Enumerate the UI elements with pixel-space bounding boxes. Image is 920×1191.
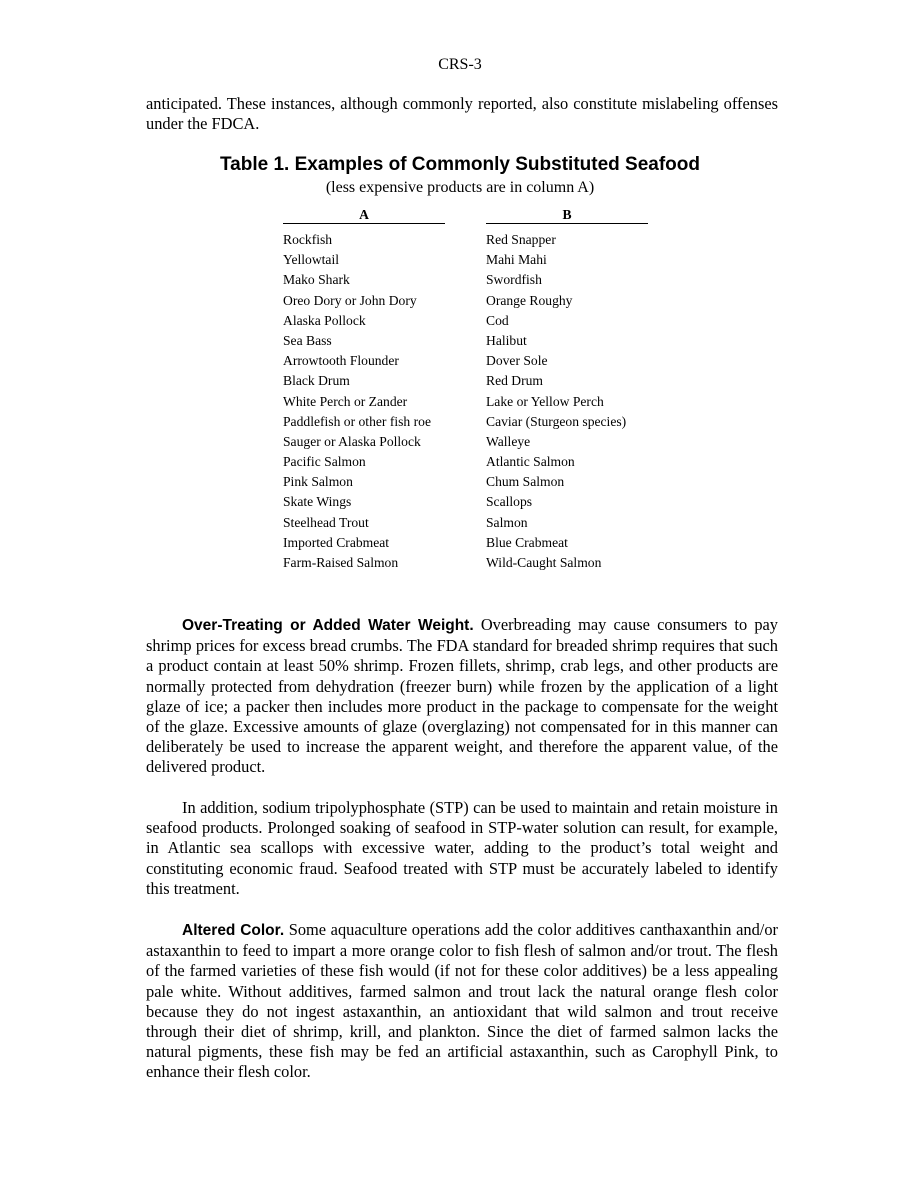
column-a-item: Farm-Raised Salmon <box>283 555 399 570</box>
table-title: Table 1. Examples of Commonly Substituted Seafood <box>219 154 700 175</box>
column-a-list <box>283 230 445 573</box>
column-b-item: Orange Roughy <box>486 292 573 308</box>
column-b-list <box>486 230 648 573</box>
column-b-header: B <box>486 206 648 224</box>
column-b-item: Salmon <box>486 514 528 530</box>
column-a-item: Skate Wings <box>283 494 352 510</box>
column-a-item: White Perch or Zander <box>283 393 408 409</box>
column-a-item: Yellowtail <box>283 252 340 268</box>
table-column-a <box>283 206 445 573</box>
column-b-item: Scallops <box>486 494 533 510</box>
column-a-item: Alaska Pollock <box>283 312 366 328</box>
column-a-item: Steelhead Trout <box>283 514 369 530</box>
altered-color-paragraph <box>146 920 778 1083</box>
column-b-item: Blue Crabmeat <box>486 534 568 550</box>
column-b-item: Red Snapper <box>486 232 556 247</box>
intro-paragraph: anticipated. These instances, although commonly reported, also constitute mislabeling offenses under the FDCA. <box>146 94 778 134</box>
column-a-item: Sauger or Alaska Pollock <box>283 433 421 449</box>
column-a-item: Mako Shark <box>283 272 350 288</box>
page-number: CRS-3 <box>438 56 482 73</box>
table-column-b <box>486 206 648 573</box>
column-b-item: Halibut <box>486 332 527 348</box>
table-subtitle: (less expensive products are in column A) <box>325 179 595 196</box>
column-b-item: Dover Sole <box>486 353 548 369</box>
column-b-item: Red Drum <box>486 373 544 389</box>
over-treating-paragraph <box>146 615 778 778</box>
column-b-item: Lake or Yellow Perch <box>486 393 604 409</box>
stp-paragraph: In addition, sodium tripolyphosphate (STP) can be used to maintain and retain moisture in seafood products. Prolonged soaking of seafood in STP-water solution can result, for example, in Atlantic sea scallops with excessive water, adding to the product’s total weight and constituting economic fraud. Seafood treated with STP must be accurately labeled to identify this treatment. <box>146 798 778 898</box>
column-b-item: Cod <box>486 312 509 328</box>
column-b-item: Mahi Mahi <box>486 252 547 268</box>
column-a-item: Pacific Salmon <box>283 454 366 470</box>
column-b-item: Wild-Caught Salmon <box>486 555 602 570</box>
column-b-item: Chum Salmon <box>486 474 565 490</box>
column-a-header: A <box>283 206 445 224</box>
altered-color-body: Some aquaculture operations add the color additives canthaxanthin and/or astaxanthin to feed to impart a more orange color to fish flesh of salmon and/or trout. The flesh of the farmed varieties of these fish would (if not for these color additives) be a less appealing pale white. Without additives, farmed salmon and trout lack the natural orange flesh color because they do not ingest astaxanthin, an antioxidant that wild salmon and trout receive through their diet of shrimp, krill, and plankton. Since the diet of farmed salmon lacks the natural pigments, these fish may be fed an artificial astaxanthin, such as Carophyll Pink, to enhance their flesh color. <box>146 920 778 1082</box>
column-a-item: Oreo Dory or John Dory <box>283 292 417 308</box>
column-a-item: Pink Salmon <box>283 474 353 490</box>
column-b-item: Swordfish <box>486 272 542 288</box>
column-b-item: Caviar (Sturgeon species) <box>486 413 627 429</box>
column-a-item: Paddlefish or other fish roe <box>283 413 431 429</box>
over-treating-body: Overbreading may cause consumers to pay shrimp prices for excess bread crumbs. The FDA standard for breaded shrimp requires that such a product contain at least 50% shrimp. Frozen fillets, shrimp, crab legs, and other products are normally protected from dehydration (freezer burn) while frozen by the application of a light glaze of ice; a packer then includes more product in the package to compensate for the weight of the glaze. Excessive amounts of glaze (overglazing) not compensated for in this manner can deliberately be used to increase the apparent weight, and therefore the apparent value, of the delivered product. <box>146 615 778 777</box>
column-b-item: Atlantic Salmon <box>486 454 575 470</box>
column-a-item: Black Drum <box>283 373 350 389</box>
column-b-item: Walleye <box>486 433 531 449</box>
column-a-item: Arrowtooth Flounder <box>283 353 399 369</box>
column-a-item: Sea Bass <box>283 332 332 348</box>
column-a-item: Imported Crabmeat <box>283 534 390 550</box>
column-a-item: Rockfish <box>283 232 333 247</box>
over-treating-heading: Over-Treating or Added Water Weight. <box>182 617 474 634</box>
altered-color-heading: Altered Color. <box>182 922 285 939</box>
